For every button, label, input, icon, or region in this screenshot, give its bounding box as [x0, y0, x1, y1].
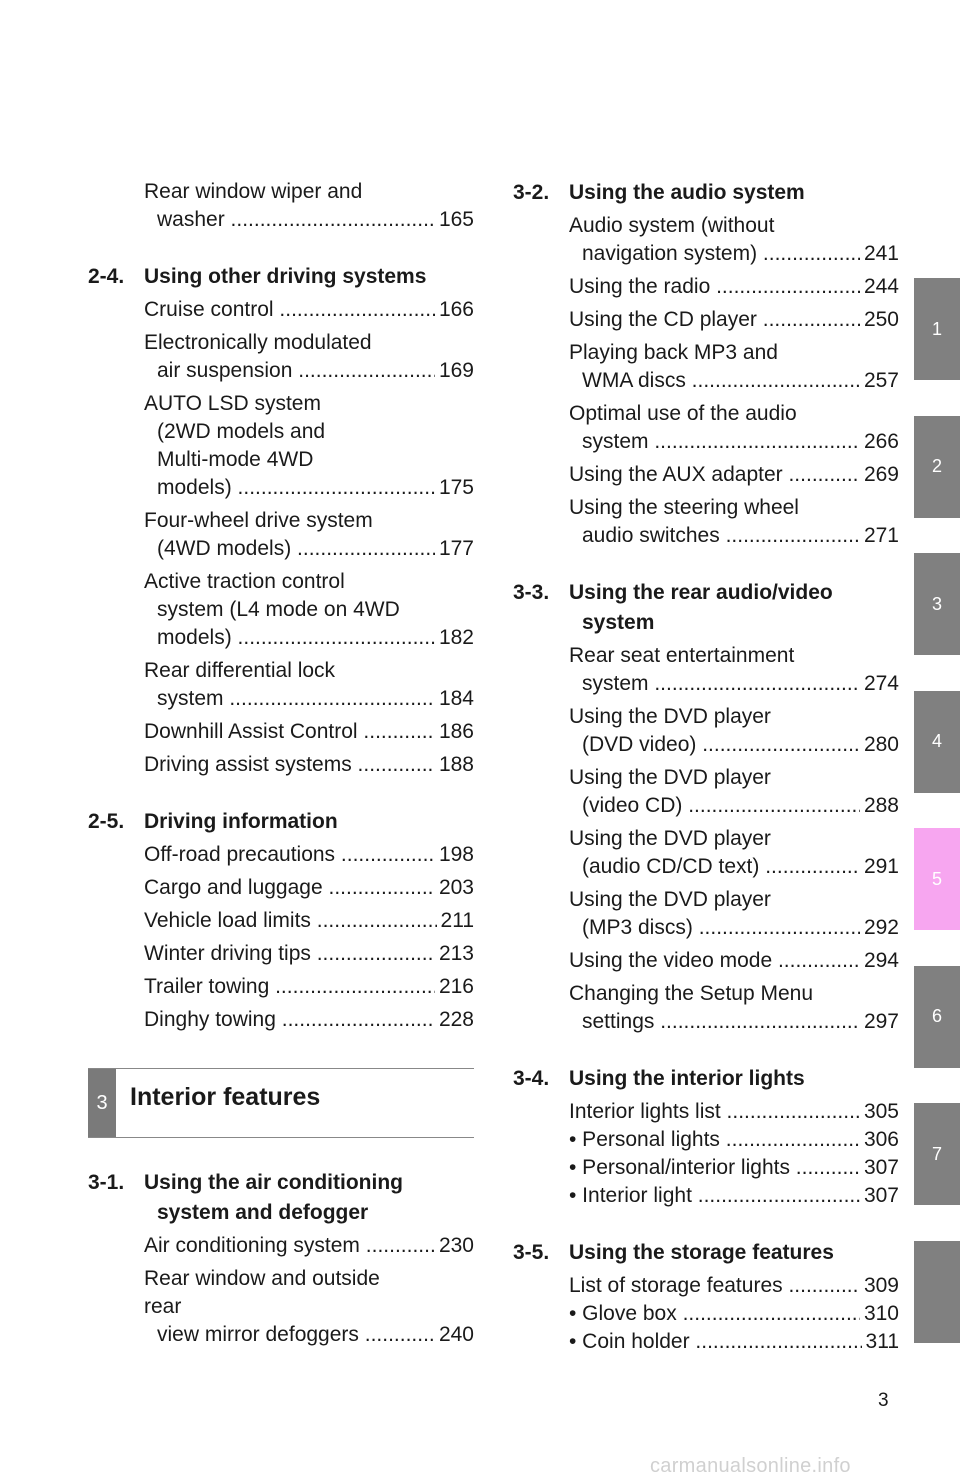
- entry-page-number: 288: [860, 792, 899, 820]
- entry-page-number: 186: [435, 718, 474, 746]
- entry-text-line: [569, 522, 899, 550]
- entry-page-number: 311: [862, 1328, 899, 1356]
- entry-text-line: [144, 1232, 474, 1260]
- chapter-tab-7[interactable]: 7: [914, 1103, 960, 1205]
- entry-page-number: 294: [860, 947, 899, 975]
- toc-entry[interactable]: [513, 642, 899, 698]
- entry-text-line: [569, 306, 899, 334]
- toc-entry[interactable]: [513, 494, 899, 550]
- entry-text-line: [569, 400, 899, 428]
- entry-page-number: 309: [860, 1272, 899, 1300]
- entry-page-number: 241: [860, 240, 899, 268]
- section-title: Using the air conditioning: [144, 1171, 403, 1194]
- chapter-title: Interior features: [130, 1083, 321, 1111]
- entry-text: Rear differential lock: [144, 659, 336, 682]
- entry-text-line: [144, 624, 474, 652]
- section-title: Driving information: [144, 810, 338, 833]
- entry-text-line: [144, 390, 474, 418]
- entry-text: (2WD models and: [157, 420, 326, 443]
- entry-text: Air conditioning system .....: [144, 1234, 474, 1257]
- toc-entry[interactable]: [513, 980, 899, 1036]
- entry-text-line: [569, 703, 899, 731]
- entry-text: • Glove box .....: [569, 1302, 899, 1325]
- section-heading: [513, 1064, 899, 1094]
- chapter-heading: [88, 1068, 474, 1138]
- entry-text: Interior lights list .....: [569, 1100, 899, 1123]
- toc-entry[interactable]: [513, 400, 899, 456]
- entry-text-line: [144, 1265, 474, 1321]
- entry-page-number: 274: [860, 670, 899, 698]
- entry-text: settings .....: [582, 1010, 899, 1033]
- entry-text: • Coin holder .....: [569, 1330, 899, 1353]
- entry-text: air suspension .....: [157, 359, 474, 382]
- chapter-tab-6[interactable]: 6: [914, 966, 960, 1068]
- entry-text-line: [569, 1126, 899, 1154]
- entry-text: Audio system (without: [569, 214, 775, 237]
- toc-entry[interactable]: [88, 751, 474, 779]
- entry-text-line: [569, 1300, 899, 1328]
- entry-text-line: [569, 764, 899, 792]
- entry-text-line: [569, 494, 899, 522]
- chapter-tab-index[interactable]: [914, 1241, 960, 1343]
- entry-text: Driving assist systems .....: [144, 753, 474, 776]
- toc-entry[interactable]: [513, 1098, 899, 1126]
- entry-text-line: [569, 886, 899, 914]
- entry-page-number: 266: [860, 428, 899, 456]
- entry-text: Cruise control .....: [144, 298, 474, 321]
- entry-text: Electronically modulated: [144, 331, 372, 354]
- toc-entry[interactable]: [88, 390, 474, 502]
- entry-page-number: 271: [860, 522, 899, 550]
- entry-text-line: [569, 339, 899, 367]
- section-number: 3-3.: [513, 581, 550, 604]
- entry-page-number: 292: [860, 914, 899, 942]
- section-title: Using other driving systems: [144, 265, 427, 288]
- entry-text: Using the radio .....: [569, 275, 899, 298]
- entry-page-number: 213: [435, 940, 474, 968]
- entry-page-number: 310: [860, 1300, 899, 1328]
- entry-text-line: [144, 568, 474, 596]
- toc-left-column: [88, 178, 474, 1354]
- toc-entry[interactable]: [88, 329, 474, 385]
- entry-text-line: [144, 973, 474, 1001]
- entry-text: Using the video mode .....: [569, 949, 899, 972]
- toc-entry[interactable]: [513, 1272, 899, 1300]
- toc-entry[interactable]: [88, 1265, 474, 1349]
- entry-page-number: 169: [435, 357, 474, 385]
- toc-entry[interactable]: [88, 657, 474, 713]
- entry-page-number: 165: [435, 206, 474, 234]
- toc-entry[interactable]: [88, 178, 474, 234]
- section-number: 2-5.: [88, 810, 125, 833]
- watermark: carmanualsonline.info: [650, 1455, 851, 1477]
- chapter-number: 3: [88, 1069, 116, 1137]
- toc-entry[interactable]: [88, 874, 474, 902]
- toc-entry[interactable]: [513, 825, 899, 881]
- toc-entry[interactable]: [513, 306, 899, 334]
- entry-text-line: [569, 1182, 899, 1210]
- entry-text: Multi-mode 4WD: [157, 448, 314, 471]
- entry-page-number: 230: [435, 1232, 474, 1260]
- entry-text-line: [144, 206, 474, 234]
- entry-text-line: [144, 940, 474, 968]
- entry-page-number: 203: [435, 874, 474, 902]
- entry-text-line: [569, 825, 899, 853]
- toc-entry[interactable]: [513, 339, 899, 395]
- entry-text-line: [144, 357, 474, 385]
- entry-text: Optimal use of the audio: [569, 402, 797, 425]
- entry-text: models) .....: [157, 476, 474, 499]
- entry-page-number: 307: [860, 1182, 899, 1210]
- toc-entry[interactable]: [513, 1328, 899, 1356]
- entry-text: (MP3 discs) .....: [582, 916, 899, 939]
- entry-text: (video CD) .....: [582, 794, 899, 817]
- entry-text-line: [569, 792, 899, 820]
- toc-entry[interactable]: [513, 1154, 899, 1182]
- chapter-tab-1[interactable]: 1: [914, 278, 960, 380]
- toc-entry[interactable]: [513, 703, 899, 759]
- entry-text-line: [144, 751, 474, 779]
- entry-text-line: [144, 474, 474, 502]
- toc-entry[interactable]: [513, 1300, 899, 1328]
- entry-page-number: 297: [860, 1008, 899, 1036]
- entry-text: List of storage features .....: [569, 1274, 899, 1297]
- toc-entry[interactable]: [88, 907, 474, 935]
- entry-page-number: 216: [435, 973, 474, 1001]
- chapter-tab-2[interactable]: 2: [914, 416, 960, 518]
- entry-text-line: [569, 1098, 899, 1126]
- entry-text: WMA discs .....: [582, 369, 899, 392]
- toc-entry[interactable]: [88, 841, 474, 869]
- section-heading: [88, 807, 474, 837]
- entry-text-line: [144, 657, 474, 685]
- section-number: 2-4.: [88, 265, 125, 288]
- section-number: 3-4.: [513, 1067, 550, 1090]
- section-title: Using the storage features: [569, 1241, 834, 1264]
- chapter-tab-4[interactable]: 4: [914, 691, 960, 793]
- entry-text: Off-road precautions .....: [144, 843, 474, 866]
- entry-page-number: 306: [860, 1126, 899, 1154]
- entry-text-line: [569, 1272, 899, 1300]
- toc-entry[interactable]: [513, 461, 899, 489]
- entry-text: Playing back MP3 and: [569, 341, 778, 364]
- entry-text: system .....: [157, 687, 474, 710]
- entry-text: (DVD video) .....: [582, 733, 899, 756]
- entry-text-line: [569, 670, 899, 698]
- entry-text: Active traction control: [144, 570, 345, 593]
- toc-entry[interactable]: [88, 973, 474, 1001]
- entry-page-number: 291: [860, 853, 899, 881]
- entry-text: Rear window and outside rear: [144, 1267, 380, 1318]
- toc-entry[interactable]: [513, 1126, 899, 1154]
- entry-text: navigation system) .....: [582, 242, 899, 265]
- section-heading: [88, 1168, 474, 1228]
- toc-entry[interactable]: [513, 273, 899, 301]
- entry-text-line: [569, 1008, 899, 1036]
- entry-text: Trailer towing .....: [144, 975, 474, 998]
- section-number: 3-2.: [513, 181, 550, 204]
- entry-text: Using the DVD player: [569, 705, 771, 728]
- entry-text: models) .....: [157, 626, 474, 649]
- entry-page-number: 188: [435, 751, 474, 779]
- toc-entry[interactable]: [513, 212, 899, 268]
- entry-text: Winter driving tips .....: [144, 942, 474, 965]
- entry-text: audio switches .....: [582, 524, 899, 547]
- entry-text-line: [569, 212, 899, 240]
- entry-text: • Personal/interior lights .....: [569, 1156, 899, 1179]
- toc-entry[interactable]: [513, 947, 899, 975]
- toc-entry[interactable]: [88, 940, 474, 968]
- entry-text-line: [144, 596, 474, 624]
- entry-text: Dinghy towing .....: [144, 1008, 474, 1031]
- toc-entry[interactable]: [88, 296, 474, 324]
- chapter-tab-3[interactable]: 3: [914, 553, 960, 655]
- entry-text: view mirror defoggers .....: [157, 1323, 474, 1346]
- entry-text-line: [569, 642, 899, 670]
- toc-entry[interactable]: [88, 568, 474, 652]
- entry-page-number: 257: [860, 367, 899, 395]
- entry-page-number: 175: [435, 474, 474, 502]
- entry-text-line: [569, 367, 899, 395]
- entry-text-line: [569, 980, 899, 1008]
- section-title: Using the audio system: [569, 181, 805, 204]
- entry-text-line: [569, 461, 899, 489]
- entry-page-number: 184: [435, 685, 474, 713]
- entry-text-line: [144, 296, 474, 324]
- section-title: Using the rear audio/video: [569, 581, 833, 604]
- entry-text-line: [569, 853, 899, 881]
- entry-text-line: [569, 240, 899, 268]
- entry-text: Using the AUX adapter .....: [569, 463, 899, 486]
- entry-text-line: [144, 907, 474, 935]
- entry-text-line: [569, 273, 899, 301]
- entry-text: system .....: [582, 430, 899, 453]
- entry-text-line: [144, 718, 474, 746]
- entry-text: Using the DVD player: [569, 888, 771, 911]
- toc-entry[interactable]: [88, 718, 474, 746]
- entry-text: Using the steering wheel: [569, 496, 799, 519]
- entry-page-number: 182: [435, 624, 474, 652]
- entry-page-number: 269: [860, 461, 899, 489]
- entry-text-line: [569, 1154, 899, 1182]
- section-heading: [513, 1238, 899, 1268]
- entry-text-line: [144, 841, 474, 869]
- entry-text-line: [144, 178, 474, 206]
- entry-page-number: 177: [435, 535, 474, 563]
- entry-text: Rear seat entertainment: [569, 644, 795, 667]
- entry-text-line: [144, 329, 474, 357]
- entry-text-line: [569, 914, 899, 942]
- section-heading: [513, 578, 899, 638]
- entry-text-line: [144, 874, 474, 902]
- section-heading: [513, 178, 899, 208]
- entry-text-line: [144, 535, 474, 563]
- entry-text: Four-wheel drive system: [144, 509, 373, 532]
- entry-text: Using the CD player .....: [569, 308, 899, 331]
- toc-entry[interactable]: [513, 764, 899, 820]
- entry-page-number: 280: [860, 731, 899, 759]
- entry-text: system .....: [582, 672, 899, 695]
- toc-entry[interactable]: [88, 1232, 474, 1260]
- entry-text-line: [569, 947, 899, 975]
- entry-text-line: [144, 1006, 474, 1034]
- entry-page-number: 166: [435, 296, 474, 324]
- entry-text: Rear window wiper and: [144, 180, 363, 203]
- entry-page-number: 198: [435, 841, 474, 869]
- entry-text-line: [144, 685, 474, 713]
- entry-text: Cargo and luggage .....: [144, 876, 474, 899]
- section-title-continued: system and defogger: [157, 1201, 369, 1224]
- entry-text: AUTO LSD system: [144, 392, 321, 415]
- entry-page-number: 307: [860, 1154, 899, 1182]
- section-number: 3-5.: [513, 1241, 550, 1264]
- entry-page-number: 211: [437, 907, 474, 935]
- entry-text: Vehicle load limits .....: [144, 909, 474, 932]
- entry-page-number: 244: [860, 273, 899, 301]
- entry-text: system (L4 mode on 4WD: [157, 598, 400, 621]
- chapter-tab-5[interactable]: 5: [914, 828, 960, 930]
- entry-text: • Interior light .....: [569, 1184, 899, 1207]
- entry-page-number: 228: [435, 1006, 474, 1034]
- section-title-continued: system: [582, 611, 655, 634]
- entry-page-number: 305: [860, 1098, 899, 1126]
- entry-text: (audio CD/CD text) .....: [582, 855, 899, 878]
- toc-entry[interactable]: [513, 1182, 899, 1210]
- entry-text-line: [144, 418, 474, 446]
- toc-entry[interactable]: [88, 507, 474, 563]
- entry-page-number: 240: [435, 1321, 474, 1349]
- toc-entry[interactable]: [88, 1006, 474, 1034]
- page-number: 3: [878, 1390, 889, 1411]
- entry-text: washer .....: [157, 208, 474, 231]
- entry-text-line: [144, 446, 474, 474]
- entry-text: Downhill Assist Control .....: [144, 720, 474, 743]
- toc-entry[interactable]: [513, 886, 899, 942]
- entry-text: (4WD models) .....: [157, 537, 474, 560]
- entry-text: Using the DVD player: [569, 827, 771, 850]
- section-heading: [88, 262, 474, 292]
- section-number: 3-1.: [88, 1171, 125, 1194]
- entry-text-line: [144, 507, 474, 535]
- entry-text: Using the DVD player: [569, 766, 771, 789]
- section-title: Using the interior lights: [569, 1067, 805, 1090]
- entry-text: Changing the Setup Menu: [569, 982, 814, 1005]
- entry-text-line: [569, 428, 899, 456]
- toc-right-column: [513, 178, 899, 1361]
- entry-page-number: 250: [860, 306, 899, 334]
- entry-text-line: [569, 731, 899, 759]
- entry-text-line: [569, 1328, 899, 1356]
- entry-text-line: [144, 1321, 474, 1349]
- entry-text: • Personal lights .....: [569, 1128, 899, 1151]
